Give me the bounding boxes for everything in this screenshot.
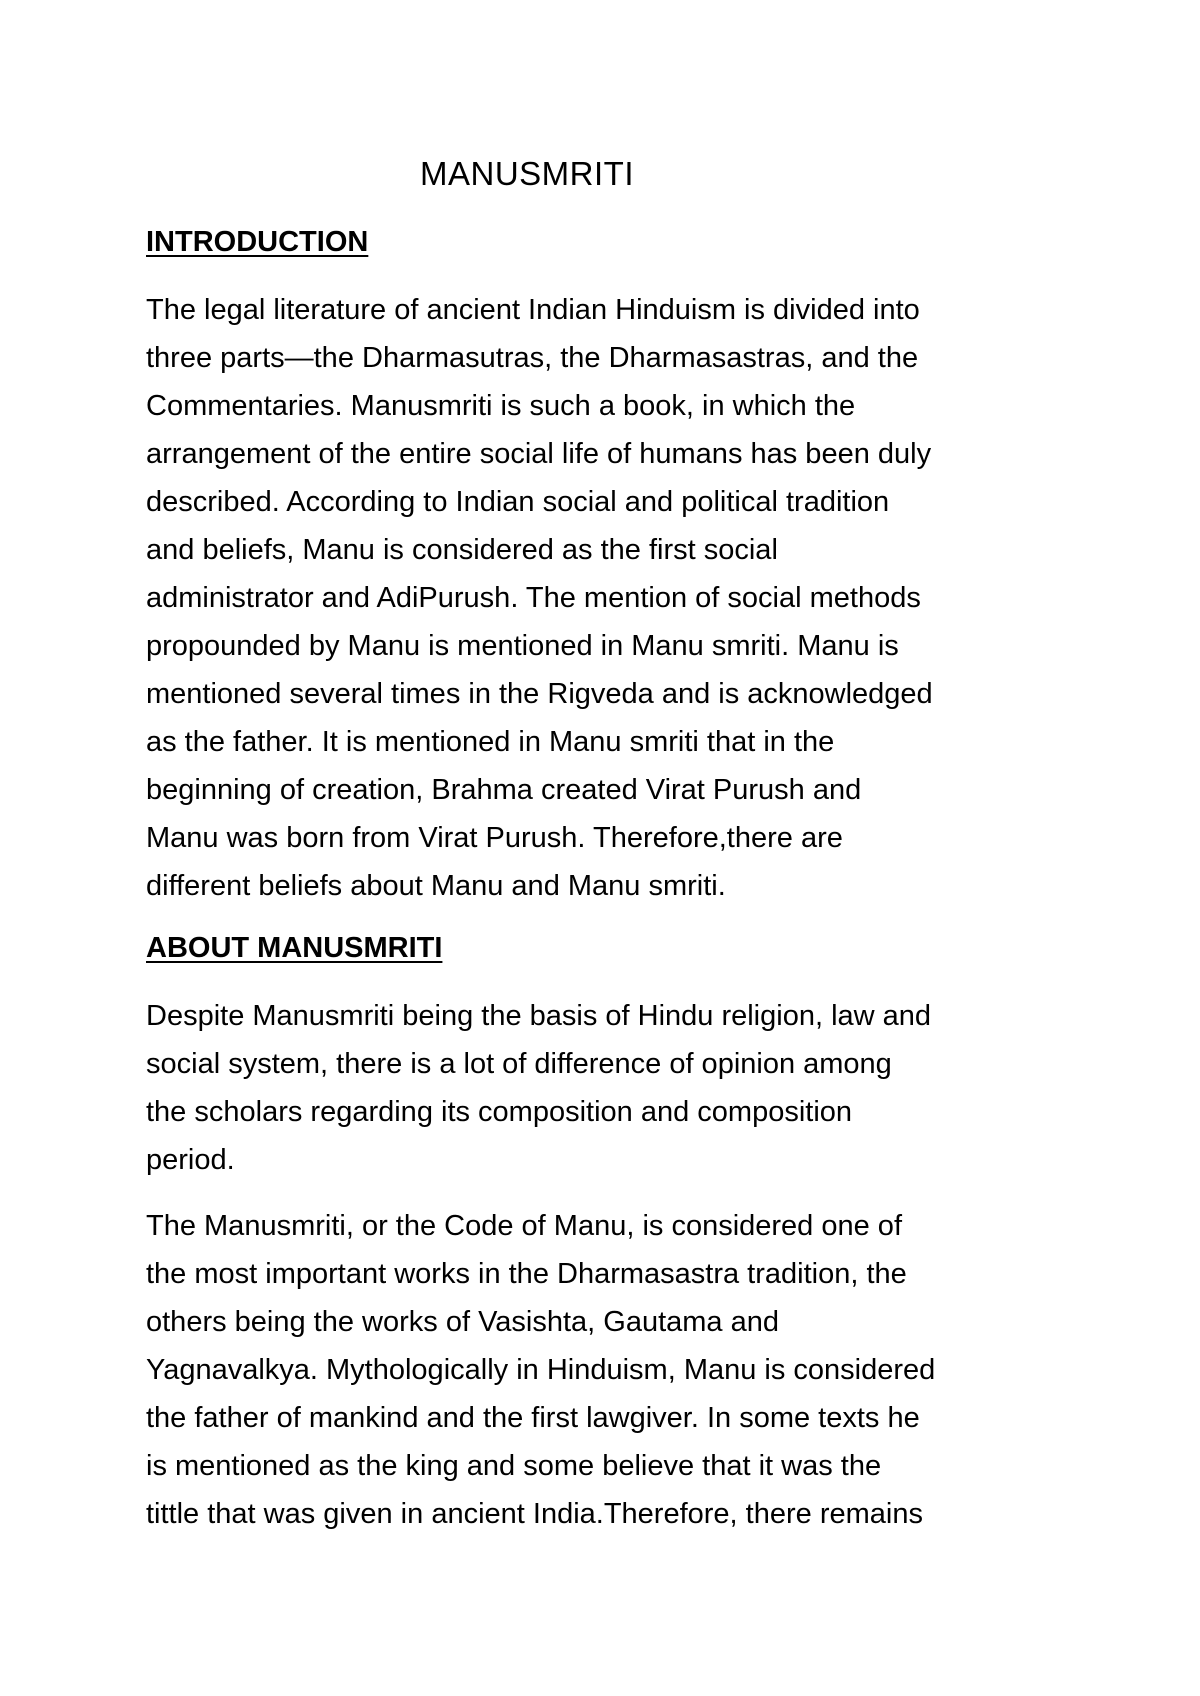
text-line: mentioned several times in the Rigveda and is acknowledged [146,678,933,710]
text-line: propounded by Manu is mentioned in Manu smriti. Manu is [146,630,899,662]
text-line: Manu was born from Virat Purush. Therefore,there are [146,822,843,854]
text-line: The legal literature of ancient Indian Hinduism is divided into [146,294,920,326]
text-line: described. According to Indian social and political tradition [146,486,890,518]
section-heading-introduction: INTRODUCTION [146,226,369,258]
text-line: is mentioned as the king and some believe that it was the [146,1450,882,1482]
text-line: others being the works of Vasishta, Gautama and [146,1306,779,1338]
text-line: period. [146,1144,235,1176]
text-line: social system, there is a lot of difference of opinion among [146,1048,892,1080]
text-line: The Manusmriti, or the Code of Manu, is considered one of [146,1210,902,1242]
text-line: three parts—the Dharmasutras, the Dharmasastras, and the [146,342,919,374]
text-line: Despite Manusmriti being the basis of Hindu religion, law and [146,1000,932,1032]
text-line: administrator and AdiPurush. The mention of social methods [146,582,921,614]
text-line: the scholars regarding its composition and composition [146,1096,853,1128]
text-line: different beliefs about Manu and Manu smriti. [146,870,726,902]
text-line: and beliefs, Manu is considered as the first social [146,534,778,566]
text-line: as the father. It is mentioned in Manu smriti that in the [146,726,835,758]
text-line: Yagnavalkya. Mythologically in Hinduism, Manu is considered [146,1354,936,1386]
about-paragraph-2 [146,1202,1086,1538]
text-line: beginning of creation, Brahma created Virat Purush and [146,774,862,806]
text-line: Commentaries. Manusmriti is such a book, in which the [146,390,856,422]
text-line: tittle that was given in ancient India.Therefore, there remains [146,1498,923,1530]
text-line: the most important works in the Dharmasastra tradition, the [146,1258,907,1290]
section-heading-about-manusmriti: ABOUT MANUSMRITI [146,932,443,964]
text-line: the father of mankind and the first lawgiver. In some texts he [146,1402,920,1434]
text-line: arrangement of the entire social life of humans has been duly [146,438,932,470]
about-paragraph-1 [146,992,1086,1184]
introduction-paragraph [146,286,1086,910]
document-title: MANUSMRITI [420,155,634,192]
